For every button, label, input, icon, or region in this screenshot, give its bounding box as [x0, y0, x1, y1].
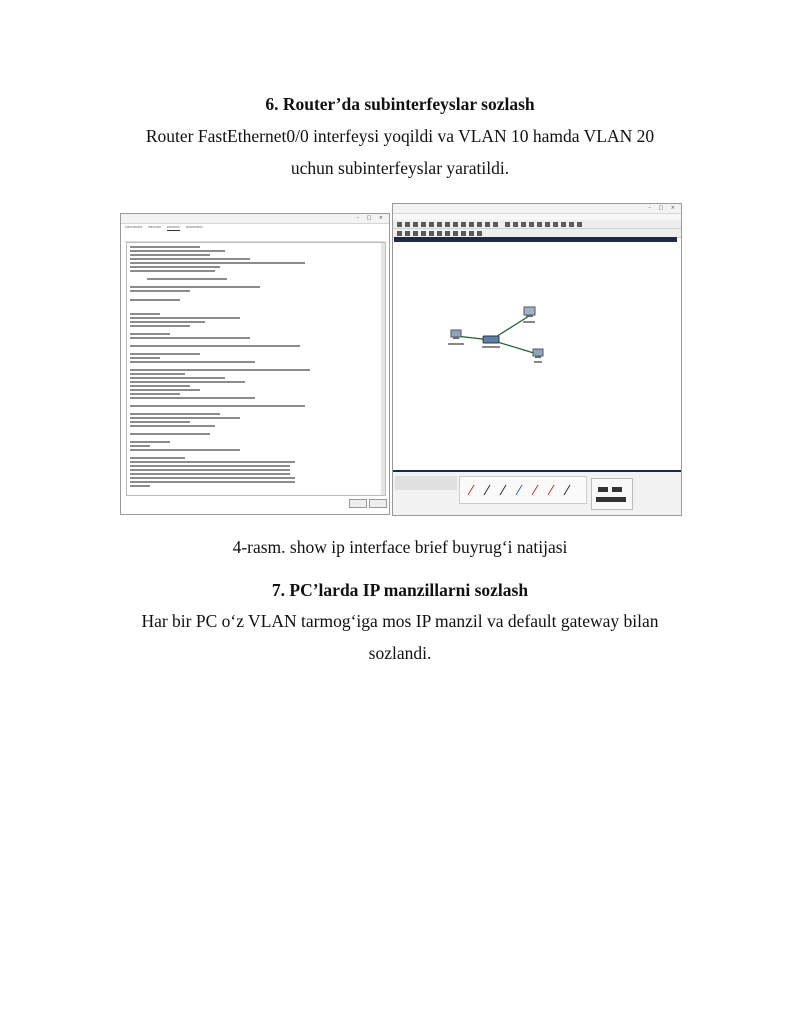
tab-config[interactable]: ▭▭▭	[148, 225, 161, 230]
logical-workspace[interactable]	[394, 240, 677, 474]
window-controls[interactable]: – □ ×	[356, 215, 386, 221]
device-selection-panel	[393, 470, 681, 515]
pc-left-icon[interactable]	[451, 330, 461, 339]
router-icon[interactable]	[524, 307, 535, 317]
router-cli-window	[120, 213, 390, 515]
packet-tracer-window	[392, 203, 682, 516]
tab-cli[interactable]: ▭▭▭	[166, 225, 180, 230]
pt-window-titlebar	[393, 204, 681, 214]
sim-button-3[interactable]	[596, 497, 626, 502]
device-category-icons[interactable]	[395, 476, 457, 490]
network-topology	[394, 242, 677, 474]
tab-attributes[interactable]: ▭▭▭▭	[185, 225, 203, 230]
cli-terminal[interactable]	[126, 242, 386, 496]
router-window-tabs	[125, 225, 209, 230]
router-window-titlebar	[121, 214, 389, 224]
tab-physical[interactable]: ▭▭▭▭	[125, 225, 143, 230]
figure-caption: 4-rasm. show ip interface brief buyrug‘i natijasi	[232, 537, 568, 557]
cli-copy-button[interactable]	[349, 499, 367, 508]
section-7-text-line-2: sozlandi.	[368, 643, 432, 663]
pc-right-icon[interactable]	[533, 349, 543, 358]
section-6-heading: 6. Router’da subinterfeyslar sozlash	[265, 94, 535, 114]
screenshot-figure	[120, 203, 681, 515]
cli-paste-button[interactable]	[369, 499, 387, 508]
section-6-text-line-2: uchun subinterfeyslar yaratildi.	[290, 158, 510, 178]
pt-main-toolbar	[393, 220, 681, 229]
section-6-text-line-1: Router FastEthernet0/0 interfeysi yoqildi va VLAN 10 hamda VLAN 20	[145, 126, 655, 146]
switch-icon[interactable]	[483, 336, 499, 343]
cli-scrollbar[interactable]	[381, 243, 385, 495]
section-7-heading: 7. PC’larda IP manzillarni sozlash	[271, 580, 529, 600]
cli-header	[125, 233, 385, 242]
sim-button-1[interactable]	[598, 487, 608, 492]
section-7-text-line-1: Har bir PC o‘z VLAN tarmog‘iga mos IP manzil va default gateway bilan	[141, 611, 659, 631]
sim-button-2[interactable]	[612, 487, 622, 492]
pt-window-controls[interactable]: – □ ×	[648, 205, 678, 211]
simulation-panel	[591, 478, 633, 510]
connections-palette[interactable]	[459, 476, 587, 504]
